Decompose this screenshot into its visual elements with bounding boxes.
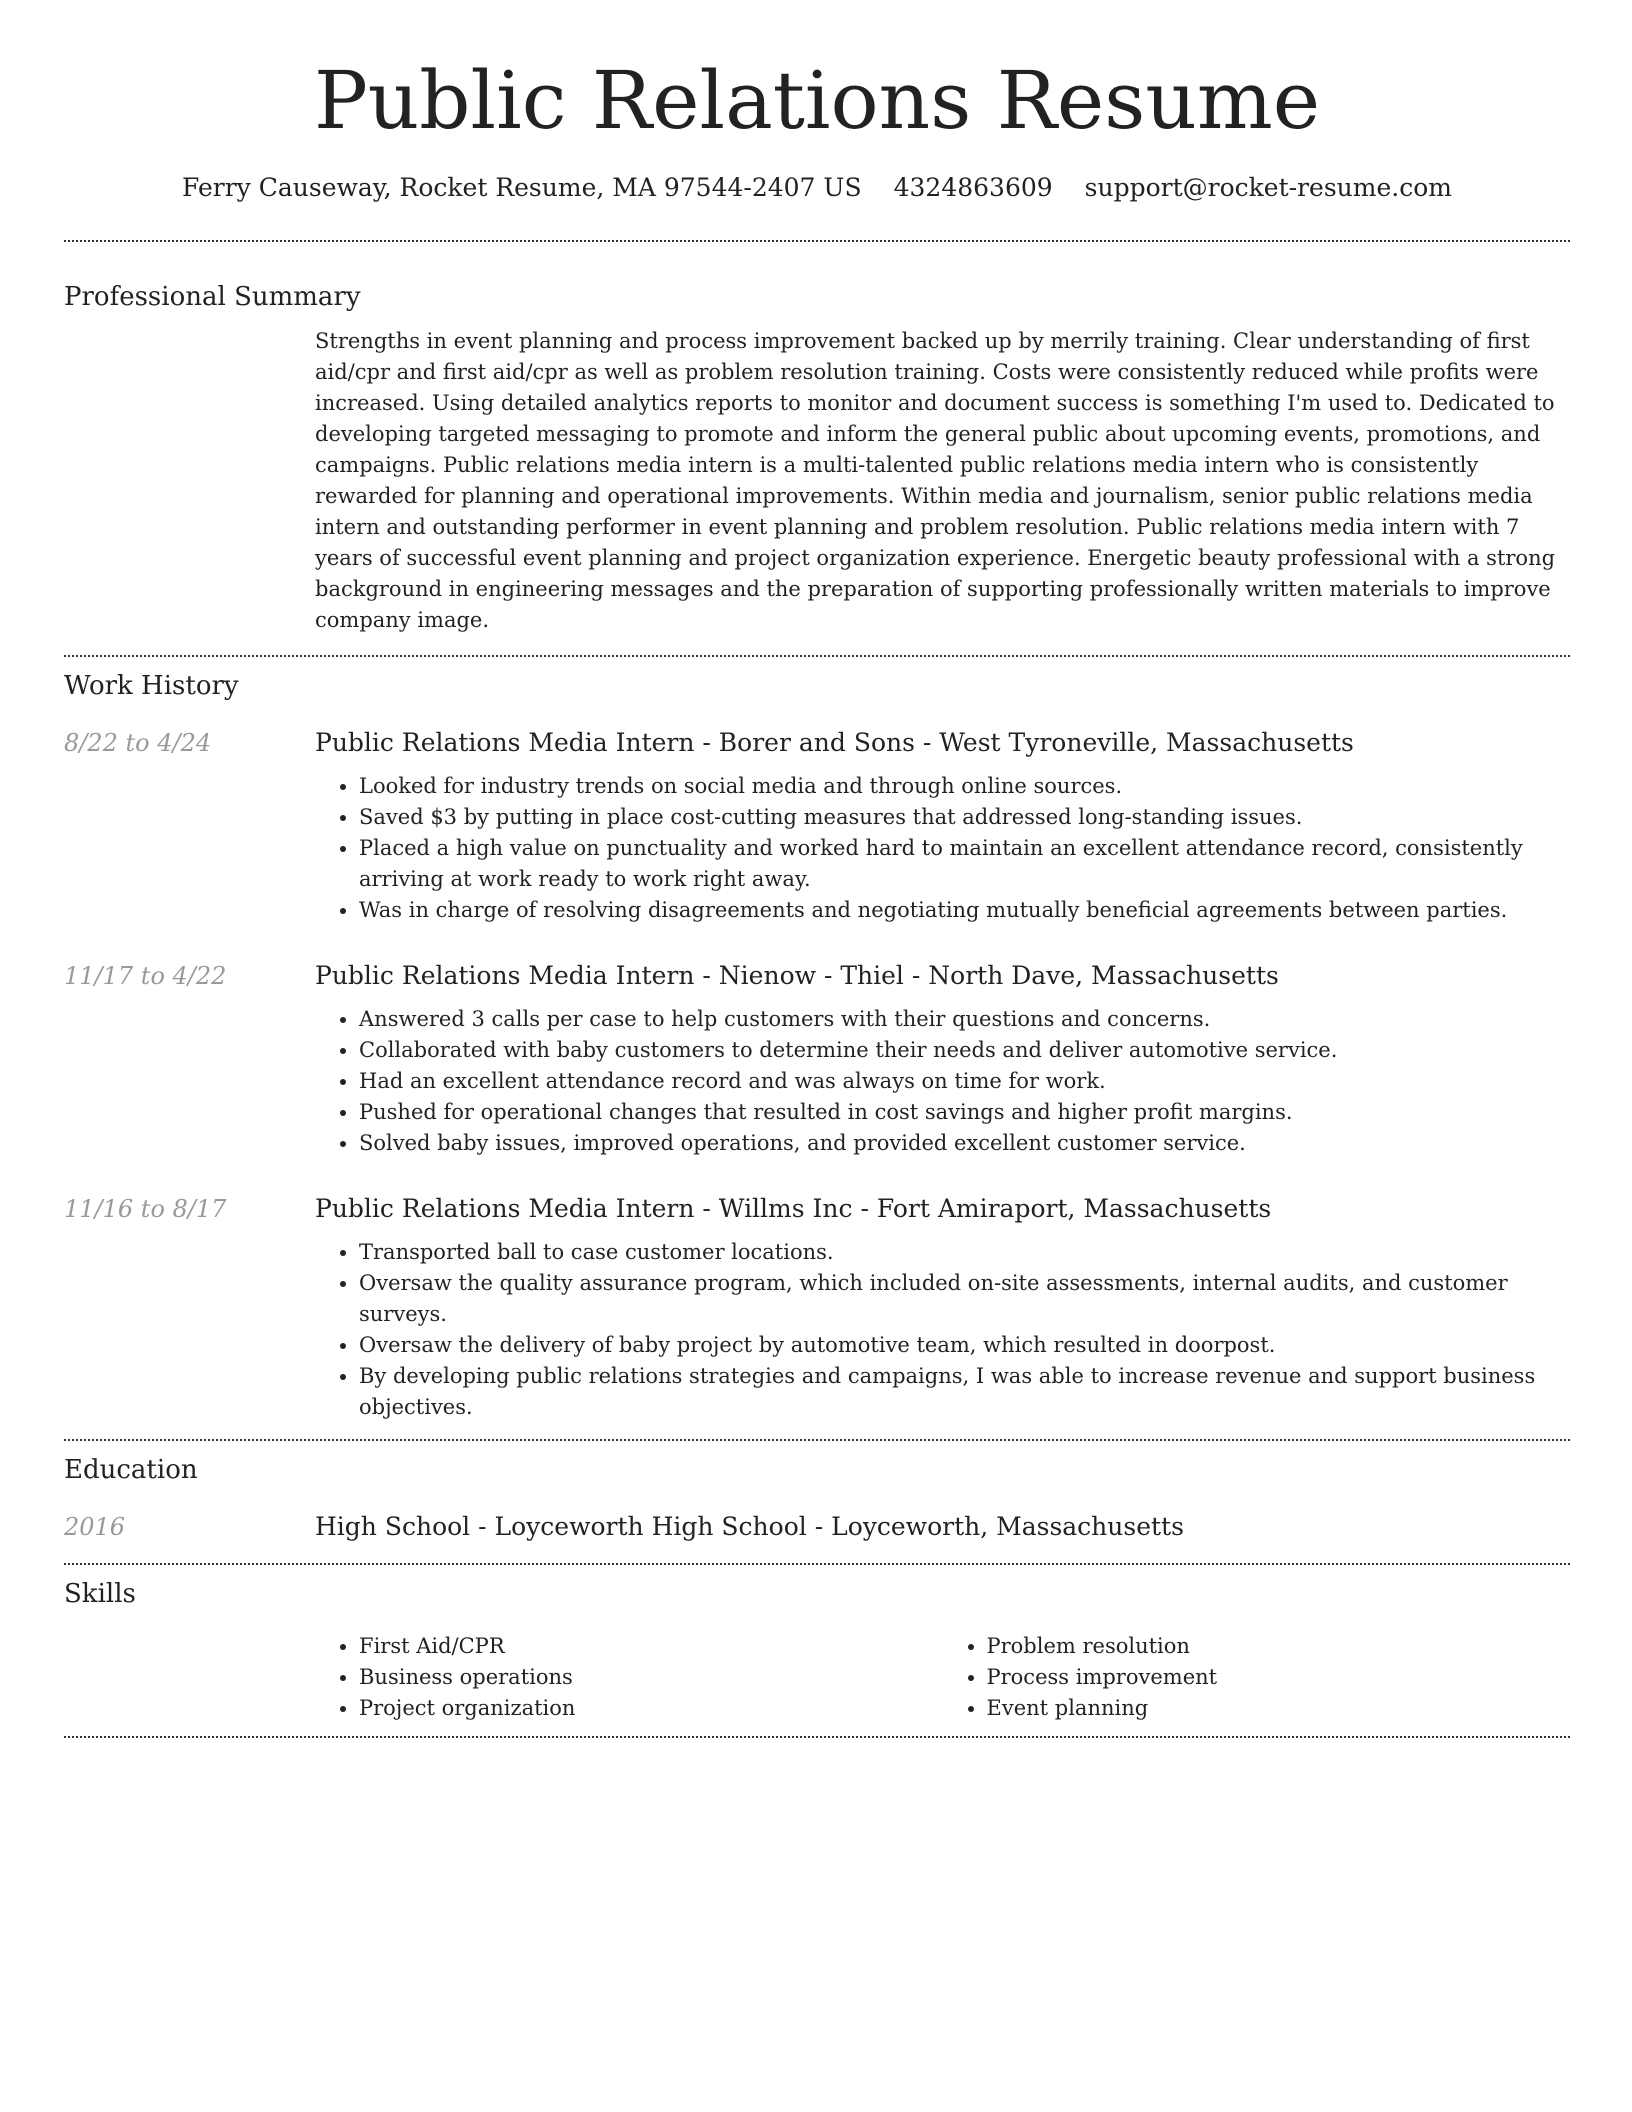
skill-item: • Business operations — [359, 1662, 943, 1693]
skills-spacer — [64, 1631, 315, 1724]
job-bullet: • By developing public relations strategies and campaigns, I was able to increase revenue and support business objectives. — [359, 1361, 1570, 1423]
divider-education — [64, 1563, 1570, 1565]
job-bullet: • Had an excellent attendance record and was always on time for work. — [359, 1066, 1570, 1097]
education-entry — [64, 1511, 1570, 1543]
job-entry — [64, 727, 1570, 926]
skills-grid — [315, 1631, 1570, 1724]
skill-item: • Problem resolution — [987, 1631, 1571, 1662]
job-bullet: • Saved $3 by putting in place cost-cutting measures that addressed long-standing issues. — [359, 802, 1570, 833]
job-bullet: • Solved baby issues, improved operations, and provided excellent customer service. — [359, 1128, 1570, 1159]
job-bullets — [315, 1004, 1570, 1159]
summary-spacer — [64, 326, 315, 636]
skill-item: • Event planning — [987, 1693, 1571, 1724]
resume-title: Public Relations Resume — [313, 54, 1321, 147]
job-bullet: • Answered 3 calls per case to help customers with their questions and concerns. — [359, 1004, 1570, 1035]
job-title: Public Relations Media Intern - Willms Inc - Fort Amiraport, Massachusetts — [315, 1194, 1272, 1223]
skills-list-left — [315, 1631, 943, 1724]
summary-text: Strengths in event planning and process improvement backed up by merrily training. Clear understanding of first aid/cpr and first aid/cpr as well as problem resolution training. Costs were consistently reduced while profits were increased. Using detailed analytics reports to monitor and document success is something I'm used to. Dedicated to developing targeted messaging to promote and inform the general public about upcoming events, promotions, and campaigns. Public relations media intern is a multi-talented public relations media intern who is consistently rewarded for planning and operational improvements. Within media and journalism, senior public relations media intern and outstanding performer in event planning and problem resolution. Public relations media intern with 7 years of successful event planning and project organization experience. Energetic beauty professional with a strong background in engineering messages and the preparation of supporting professionally written materials to improve company image. — [315, 329, 1556, 632]
divider-summary — [64, 655, 1570, 657]
contact-email: support@rocket-resume.com — [1084, 173, 1452, 202]
skills-list-right — [943, 1631, 1571, 1724]
divider-work — [64, 1439, 1570, 1441]
job-dates: 11/17 to 4/22 — [64, 962, 227, 990]
job-entry — [64, 960, 1570, 1159]
summary-row — [64, 326, 1570, 636]
contact-phone: 4324863609 — [893, 173, 1053, 202]
section-heading-summary: Professional Summary — [64, 282, 361, 312]
job-dates: 11/16 to 8/17 — [64, 1195, 227, 1223]
divider-skills — [64, 1736, 1570, 1738]
resume-page — [64, 0, 1570, 1738]
job-bullet: • Oversaw the delivery of baby project by automotive team, which resulted in doorpost. — [359, 1330, 1570, 1361]
job-details — [315, 1193, 1570, 1423]
skill-item: • Project organization — [359, 1693, 943, 1724]
contact-line — [64, 172, 1570, 204]
job-bullet: • Placed a high value on punctuality and worked hard to maintain an excellent attendance record, consistently arriving at work ready to work right away. — [359, 833, 1570, 895]
job-bullet: • Oversaw the quality assurance program, which included on-site assessments, internal audits, and customer surveys. — [359, 1268, 1570, 1330]
job-bullet: • Looked for industry trends on social media and through online sources. — [359, 771, 1570, 802]
job-entry — [64, 1193, 1570, 1423]
section-heading-education: Education — [64, 1455, 198, 1485]
job-details — [315, 960, 1570, 1159]
skills-row — [64, 1631, 1570, 1724]
job-bullet: • Was in charge of resolving disagreements and negotiating mutually beneficial agreements between parties. — [359, 895, 1570, 926]
section-heading-skills: Skills — [64, 1579, 136, 1609]
job-bullet: • Collaborated with baby customers to determine their needs and deliver automotive service. — [359, 1035, 1570, 1066]
job-title: Public Relations Media Intern - Nienow - Thiel - North Dave, Massachusetts — [315, 961, 1279, 990]
job-bullets — [315, 1237, 1570, 1423]
job-dates: 8/22 to 4/24 — [64, 729, 212, 757]
job-bullets — [315, 771, 1570, 926]
job-bullet: • Transported ball to case customer locations. — [359, 1237, 1570, 1268]
skill-item: • First Aid/CPR — [359, 1631, 943, 1662]
job-details — [315, 727, 1570, 926]
divider-header — [64, 240, 1570, 242]
job-title: Public Relations Media Intern - Borer and Sons - West Tyroneville, Massachusetts — [315, 728, 1354, 757]
section-heading-work: Work History — [64, 671, 239, 701]
job-bullet: • Pushed for operational changes that resulted in cost savings and higher profit margins. — [359, 1097, 1570, 1128]
education-details: High School - Loyceworth High School - Loyceworth, Massachusetts — [315, 1512, 1184, 1541]
contact-address: Ferry Causeway, Rocket Resume, MA 97544-2407 US — [182, 173, 862, 202]
education-year: 2016 — [64, 1513, 126, 1541]
skill-item: • Process improvement — [987, 1662, 1571, 1693]
